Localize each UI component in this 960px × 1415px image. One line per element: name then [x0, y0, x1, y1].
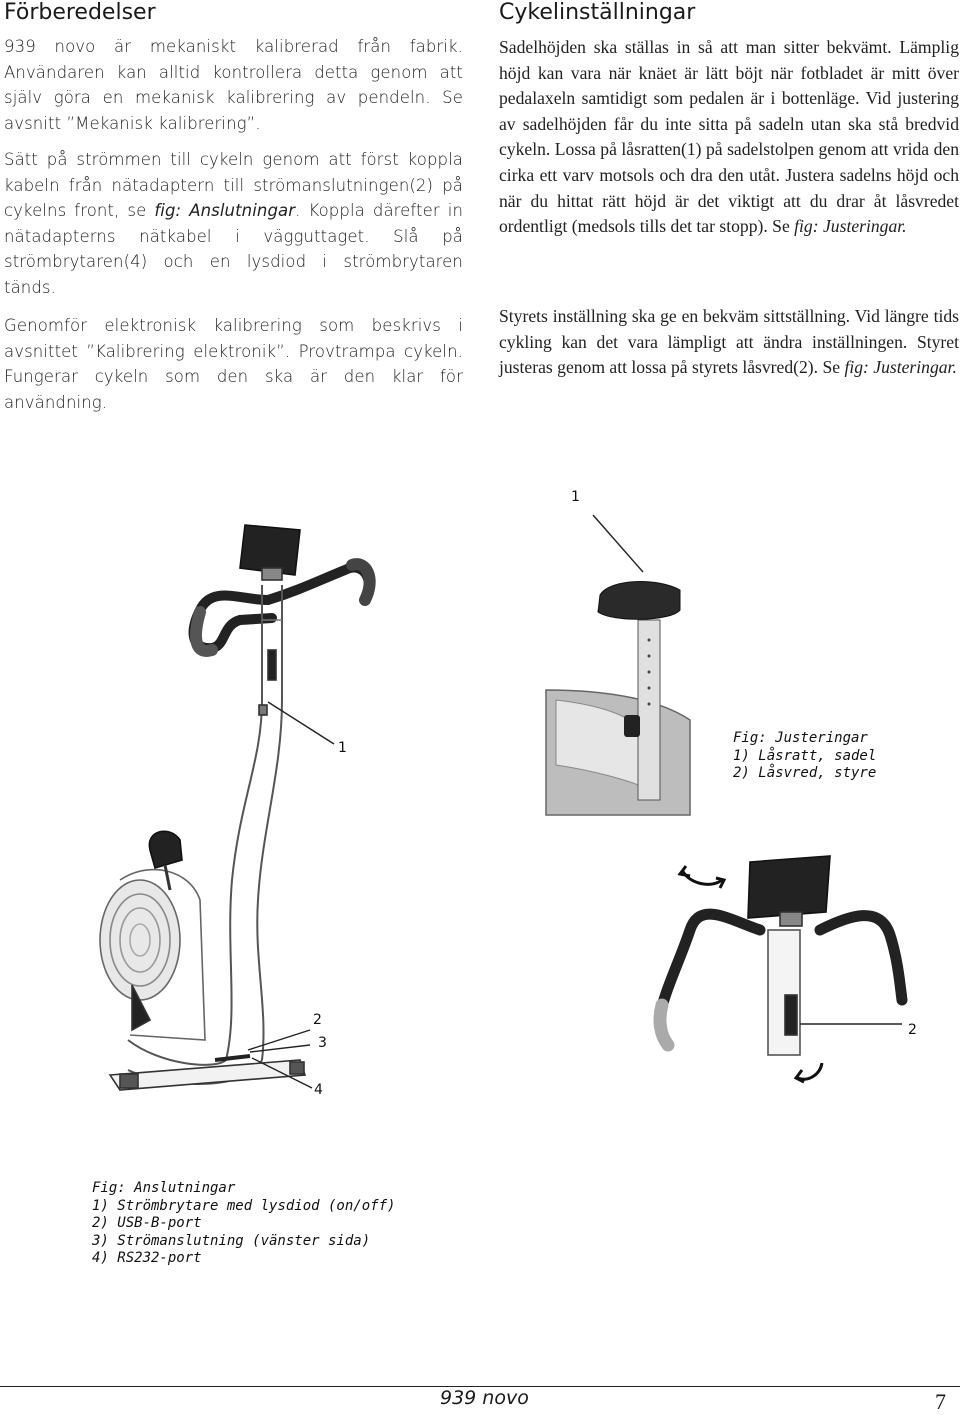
- figure-reference: fig: Anslutningar: [154, 201, 296, 221]
- callout-number: 1: [571, 489, 580, 505]
- flywheel-icon: [100, 870, 205, 1040]
- console-mount-icon: [780, 912, 802, 926]
- handlebar-left-icon: [660, 914, 760, 1015]
- callout-number: 2: [908, 1022, 917, 1038]
- saddle-icon: [598, 582, 680, 620]
- footer-title: 939 novo: [440, 1387, 529, 1409]
- callout-lines-connections: [248, 702, 334, 1088]
- text-segment: Sadelhöjden ska ställas in så att man sitter bekvämt. Lämplig höjd kan vara när knäet är lätt böjt när fotbladet är mitt över pedalaxeln samtidigt som pedalen är i bottenläge. Vid justering av sadelhöjden får du inte sitta på sadeln utan ska stå bredvid cykeln. Lossa på låsratten(1) på sadelstolpen genom att vrida den cirka ett varv motsols och dra den utåt. Justera sadelns höjd och när du hittat rätt höjd är det viktigt att du drar åt låsvredet ordentligt (medsols tills det tar stopp). Se: [499, 37, 959, 237]
- seat-post-illustration: [546, 515, 690, 815]
- paragraph-electronic-calibration: Genomför elektronisk kalibrering som beskrivs i avsnittet ”Kalibrering elektronik”. Provtrampa cykeln. Fungerar cykeln som den ska är den klar för användning.: [4, 316, 463, 412]
- section-heading-bike-settings: Cykelinställningar: [499, 0, 696, 25]
- seat-post-icon: [638, 620, 660, 800]
- figure-reference: fig: Justeringar.: [844, 357, 957, 378]
- console-icon: [748, 856, 830, 918]
- bike-illustration: [100, 525, 370, 1090]
- callout-number: 2: [313, 1012, 322, 1028]
- text-segment: . Koppla därefter in nätadapterns nätkabel i vägguttaget. Slå på strömbrytaren(4) och en lysdiod i strömbrytaren tänds.: [4, 201, 464, 297]
- text-segment: Sätt på strömmen till cykeln genom att först koppla kabeln från nätadaptern till strömanslutningen(2) på cykelns front, se: [4, 150, 463, 221]
- callout-line-saddle: [593, 515, 643, 572]
- paragraph-calibration-intro: 939 novo är mekaniskt kalibrerad från fabrik. Användaren kan alltid kontrollera detta genom att själv göra en mekanisk kalibrering av pendeln. Se avsnitt ”Mekanisk kalibrering”.: [4, 37, 463, 133]
- pedal-icon: [149, 831, 182, 890]
- column-icon: [768, 930, 800, 1055]
- rotate-arrow-icon: [682, 870, 722, 884]
- callout-number: 3: [318, 1035, 327, 1051]
- figure-caption-adjustments: Fig: Justeringar 1) Låsratt, sadel 2) Låsvred, styre: [733, 730, 877, 781]
- section-heading-preparations: Förberedelser: [4, 0, 156, 25]
- handlebar-adjust-illustration: [660, 856, 902, 1082]
- lock-handle-icon: [785, 995, 797, 1035]
- figure-caption-connections: Fig: Anslutningar 1) Strömbrytare med lysdiod (on/off) 2) USB-B-port 3) Strömanslutning (vänster sida) 4) RS232-port: [92, 1180, 396, 1266]
- console-icon: [240, 525, 300, 580]
- callout-number: 4: [314, 1082, 323, 1098]
- callout-number: 1: [338, 740, 347, 756]
- lock-knob-icon: [624, 715, 640, 737]
- text-segment: Styrets inställning ska ge en bekväm sittställning. Vid längre tids cykling kan det vara lämpligt att ändra inställningen. Styret justeras genom att lossa på styrets låsvred(2). Se: [499, 306, 959, 378]
- figure-reference: fig: Justeringar.: [794, 216, 907, 237]
- page-number: 7: [935, 1389, 946, 1414]
- handlebar-right-icon: [820, 916, 902, 1000]
